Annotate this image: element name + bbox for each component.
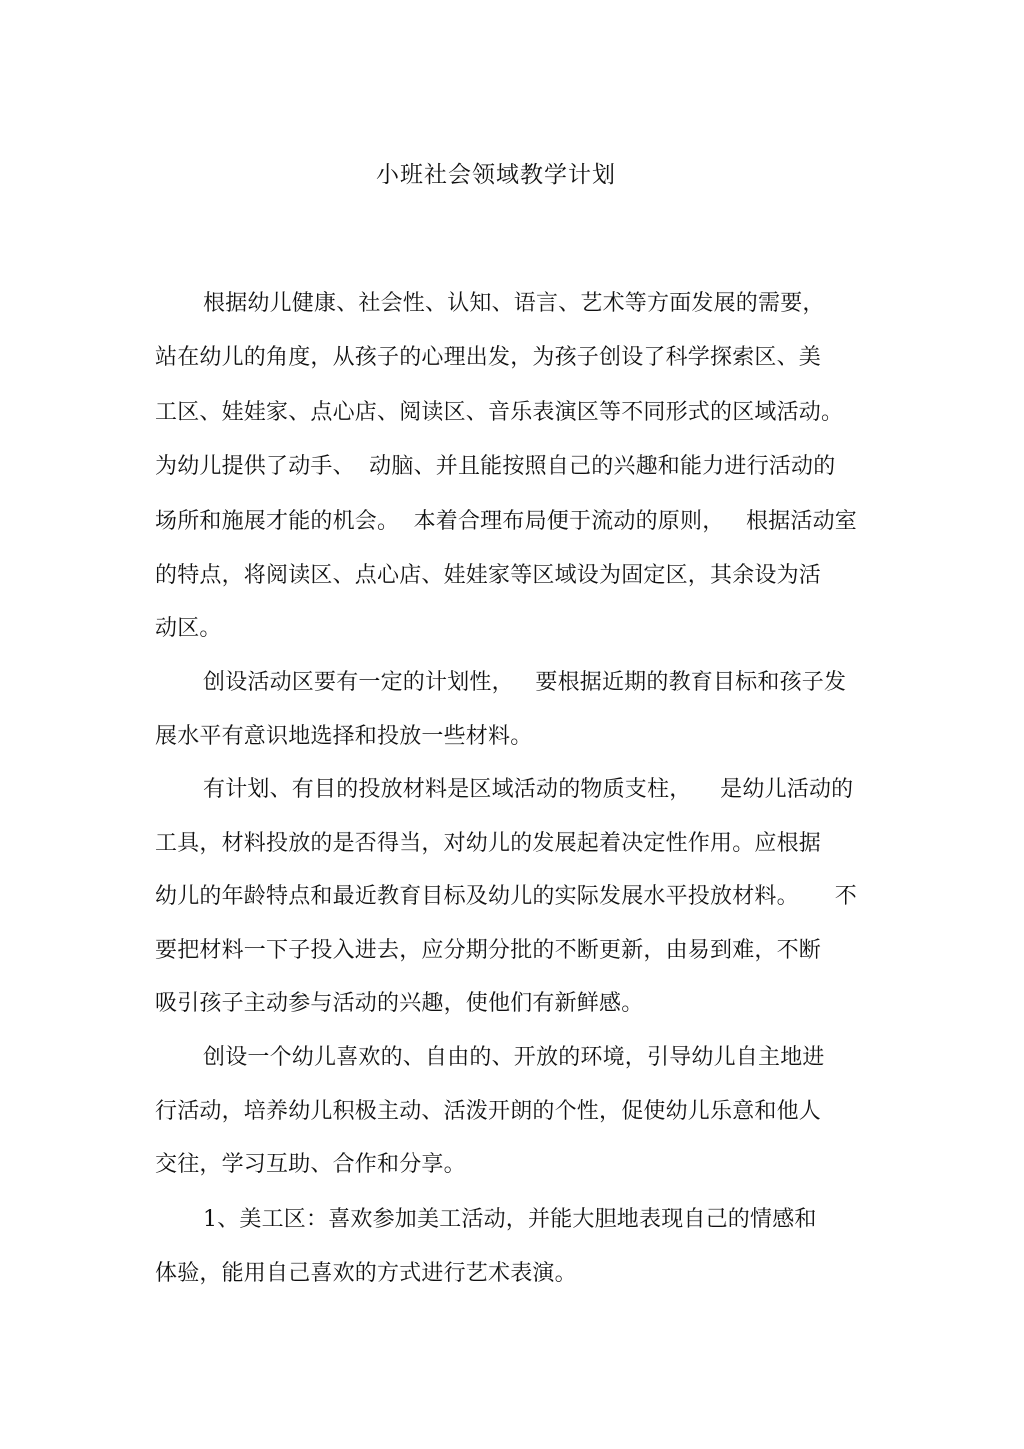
text-line: 行活动，培养幼儿积极主动、活泼开朗的个性，促使幼儿乐意和他人 <box>155 1099 822 1124</box>
text-line: 站在幼儿的角度，从孩子的心理出发，为孩子创设了科学探索区、美 <box>155 345 822 370</box>
text-line: 场所和施展才能的机会。 本着合理布局便于流动的原则， 根据活动室 <box>155 509 857 534</box>
text-line: 交往，学习互助、合作和分享。 <box>155 1152 466 1177</box>
text-line: 要把材料一下子投入进去，应分期分批的不断更新，由易到难，不断 <box>155 938 822 963</box>
text-line: 动区。 <box>155 616 222 641</box>
text-line: 创设一个幼儿喜欢的、自由的、开放的环境，引导幼儿自主地进 <box>203 1045 825 1070</box>
text-line: 根据幼儿健康、社会性、认知、语言、艺术等方面发展的需要， <box>203 291 825 316</box>
text-line: 展水平有意识地选择和投放一些材料。 <box>155 724 533 749</box>
text-line: 幼儿的年龄特点和最近教育目标及幼儿的实际发展水平投放材料。 不 <box>155 884 857 909</box>
text-line: 1、美工区：喜欢参加美工活动，并能大胆地表现自己的情感和 <box>203 1207 817 1232</box>
text-line: 为幼儿提供了动手、 动脑、并且能按照自己的兴趣和能力进行活动的 <box>155 454 836 479</box>
text-line: 工具，材料投放的是否得当，对幼儿的发展起着决定性作用。应根据 <box>155 831 822 856</box>
text-line: 吸引孩子主动参与活动的兴趣，使他们有新鲜感。 <box>155 991 644 1016</box>
text-line: 创设活动区要有一定的计划性， 要根据近期的教育目标和孩子发 <box>203 670 847 695</box>
text-line: 的特点，将阅读区、点心店、娃娃家等区域设为固定区，其余设为活 <box>155 563 822 588</box>
document-title: 小班社会领域教学计划 <box>376 162 616 188</box>
text-line: 有计划、有目的投放材料是区域活动的物质支柱， 是幼儿活动的 <box>203 777 854 802</box>
text-line: 体验，能用自己喜欢的方式进行艺术表演。 <box>155 1261 577 1286</box>
text-line: 工区、娃娃家、点心店、阅读区、音乐表演区等不同形式的区域活动。 <box>155 400 844 425</box>
